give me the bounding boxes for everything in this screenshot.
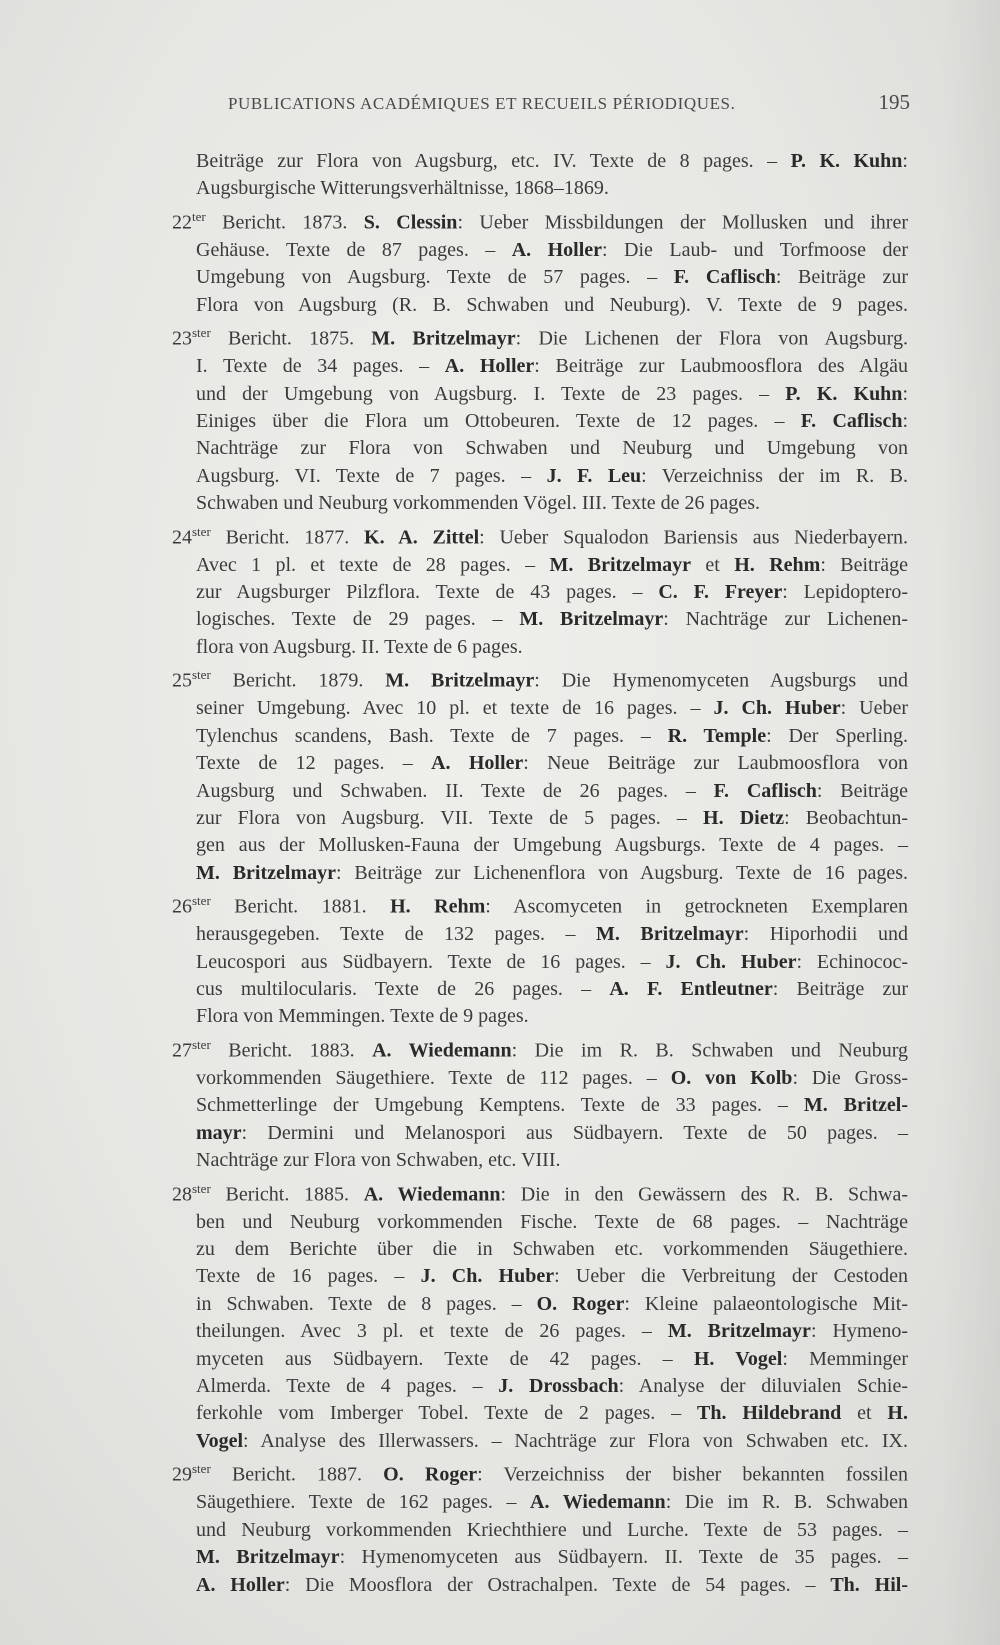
text-line: theilungen. Avec 3 pl. et texte de 26 pages. – M. Britzelmayr: Hymeno- xyxy=(196,1320,908,1343)
text-line: A. Holler: Die Moosflora der Ostrachalpen. Texte de 54 pages. – Th. Hil- xyxy=(196,1573,908,1596)
running-title: PUBLICATIONS ACADÉMIQUES ET RECUEILS PÉRIODIQUES. xyxy=(228,94,736,113)
page-shadow xyxy=(940,0,1000,1645)
text-line: in Schwaben. Texte de 8 pages. – O. Roger: Kleine palaeontologische Mit- xyxy=(196,1292,909,1315)
text-line: Augsburg. VI. Texte de 7 pages. – J. F. Leu: Verzeichniss der im R. B. xyxy=(196,464,908,487)
text-line: seiner Umgebung. Avec 10 pl. et texte de 16 pages. – J. Ch. Huber: Ueber xyxy=(196,697,909,720)
bibliography-text xyxy=(172,148,909,1599)
text-line: Vogel: Analyse des Illerwassers. – Nachträge zur Flora von Schwaben etc. IX. xyxy=(196,1429,908,1452)
page-number: 195 xyxy=(878,90,910,114)
text-line: Augsburg und Schwaben. II. Texte de 26 pages. – F. Caflisch: Beiträge xyxy=(196,779,908,802)
text-line: Säugethiere. Texte de 162 pages. – A. Wiedemann: Die im R. B. Schwaben xyxy=(196,1491,908,1514)
text-line: Nachträge zur Flora von Schwaben, etc. VIII. xyxy=(196,1149,561,1172)
text-line: und der Umgebung von Augsburg. I. Texte de 23 pages. – P. K. Kuhn: xyxy=(196,382,908,405)
text-line: $24^{ster}$ Bericht. 1877. K. A. Zittel: Ueber Squalodon Bariensis aus Niederbayern. xyxy=(172,523,908,549)
text-line: flora von Augsburg. II. Texte de 6 pages. xyxy=(196,635,523,658)
text-line: logisches. Texte de 29 pages. – M. Britzelmayr: Nachträge zur Lichenen- xyxy=(196,608,908,631)
text-line: Beiträge zur Flora von Augsburg, etc. IV. Texte de 8 pages. – P. K. Kuhn: xyxy=(196,150,908,172)
text-line: ferkohle vom Imberger Tobel. Texte de 2 pages. – Th. Hildebrand et H. xyxy=(196,1402,908,1425)
text-line: und Neuburg vorkommenden Kriechthiere und Lurche. Texte de 53 pages. – xyxy=(196,1518,908,1541)
text-line: zur Flora von Augsburg. VII. Texte de 5 pages. – H. Dietz: Beobachtun- xyxy=(196,806,908,829)
text-line: Texte de 16 pages. – J. Ch. Huber: Ueber die Verbreitung der Cestoden xyxy=(196,1265,909,1288)
text-line: ben und Neuburg vorkommenden Fische. Texte de 68 pages. – Nachträge xyxy=(196,1210,908,1233)
text-line: myceten aus Südbayern. Texte de 42 pages. – H. Vogel: Memminger xyxy=(196,1347,908,1370)
text-line: $25^{ster}$ Bericht. 1879. M. Britzelmayr: Die Hymenomyceten Augsburgs und xyxy=(172,667,908,692)
text-line: Einiges über die Flora um Ottobeuren. Texte de 12 pages. – F. Caflisch: xyxy=(196,409,909,432)
text-line: I. Texte de 34 pages. – A. Holler: Beiträge zur Laubmoosflora des Algäu xyxy=(196,355,908,378)
text-line: $28^{ster}$ Bericht. 1885. A. Wiedemann: Die in den Gewässern des R. B. Schwa- xyxy=(172,1180,908,1206)
text-line: $26^{ster}$ Bericht. 1881. H. Rehm: Ascomyceten in getrockneten Exemplaren xyxy=(172,893,908,918)
text-line: M. Britzelmayr: Beiträge zur Lichenenflora von Augsburg. Texte de 16 pages. xyxy=(196,861,908,884)
text-line: herausgegeben. Texte de 132 pages. – M. Britzelmayr: Hiporhodii und xyxy=(196,923,908,946)
text-line: Augsburgische Witterungsverhältnisse, 1868–1869. xyxy=(196,177,609,200)
text-line: Flora von Augsburg (R. B. Schwaben und Neuburg). V. Texte de 9 pages. xyxy=(196,293,908,316)
text-line: Nachträge zur Flora von Schwaben und Neuburg und Umgebung von xyxy=(196,437,908,460)
text-line: Schmetterlinge der Umgebung Kemptens. Texte de 33 pages. – M. Britzel- xyxy=(196,1094,909,1117)
text-line: Flora von Memmingen. Texte de 9 pages. xyxy=(196,1005,529,1028)
text-line: zur Augsburger Pilzflora. Texte de 43 pages. – C. F. Freyer: Lepidoptero- xyxy=(196,581,909,604)
text-line: Avec 1 pl. et texte de 28 pages. – M. Britzelmayr et H. Rehm: Beiträge xyxy=(196,553,909,576)
text-line: zu dem Berichte über die in Schwaben etc. vorkommenden Säugethiere. xyxy=(196,1238,908,1261)
text-line: gen aus der Mollusken-Fauna der Umgebung Augsburgs. Texte de 4 pages. – xyxy=(196,834,908,857)
text-line: Almerda. Texte de 4 pages. – J. Drossbach: Analyse der diluvialen Schie- xyxy=(196,1375,908,1398)
text-line: M. Britzelmayr: Hymenomyceten aus Südbayern. II. Texte de 35 pages. – xyxy=(196,1546,908,1569)
text-line: $27^{ster}$ Bericht. 1883. A. Wiedemann: Die im R. B. Schwaben und Neuburg xyxy=(172,1036,908,1062)
text-line: Umgebung von Augsburg. Texte de 57 pages. – F. Caflisch: Beiträge zur xyxy=(196,266,908,289)
text-line: Gehäuse. Texte de 87 pages. – A. Holler: Die Laub- und Torfmoose der xyxy=(196,238,908,261)
text-line: $29^{ster}$ Bericht. 1887. O. Roger: Verzeichniss der bisher bekannten fossilen xyxy=(172,1461,908,1486)
text-line: $23^{ster}$ Bericht. 1875. M. Britzelmayr: Die Lichenen der Flora von Augsburg. xyxy=(172,325,908,350)
text-line: Schwaben und Neuburg vorkommenden Vögel. III. Texte de 26 pages. xyxy=(196,492,761,515)
text-line: cus multilocularis. Texte de 26 pages. – A. F. Entleutner: Beiträge zur xyxy=(196,978,908,1001)
text-line: mayr: Dermini und Melanospori aus Südbayern. Texte de 50 pages. – xyxy=(196,1121,908,1144)
text-line: Leucospori aus Südbayern. Texte de 16 pages. – J. Ch. Huber: Echinococ- xyxy=(196,950,908,973)
text-line: Texte de 12 pages. – A. Holler: Neue Beiträge zur Laubmoosflora von xyxy=(196,752,908,775)
running-header xyxy=(228,90,910,115)
text-line: Tylenchus scandens, Bash. Texte de 7 pages. – R. Temple: Der Sperling. xyxy=(196,724,909,747)
text-line: vorkommenden Säugethiere. Texte de 112 pages. – O. von Kolb: Die Gross- xyxy=(196,1066,909,1089)
text-line: $22^{ter}$ Bericht. 1873. S. Clessin: Ueber Missbildungen der Mollusken und ihrer xyxy=(172,208,908,234)
